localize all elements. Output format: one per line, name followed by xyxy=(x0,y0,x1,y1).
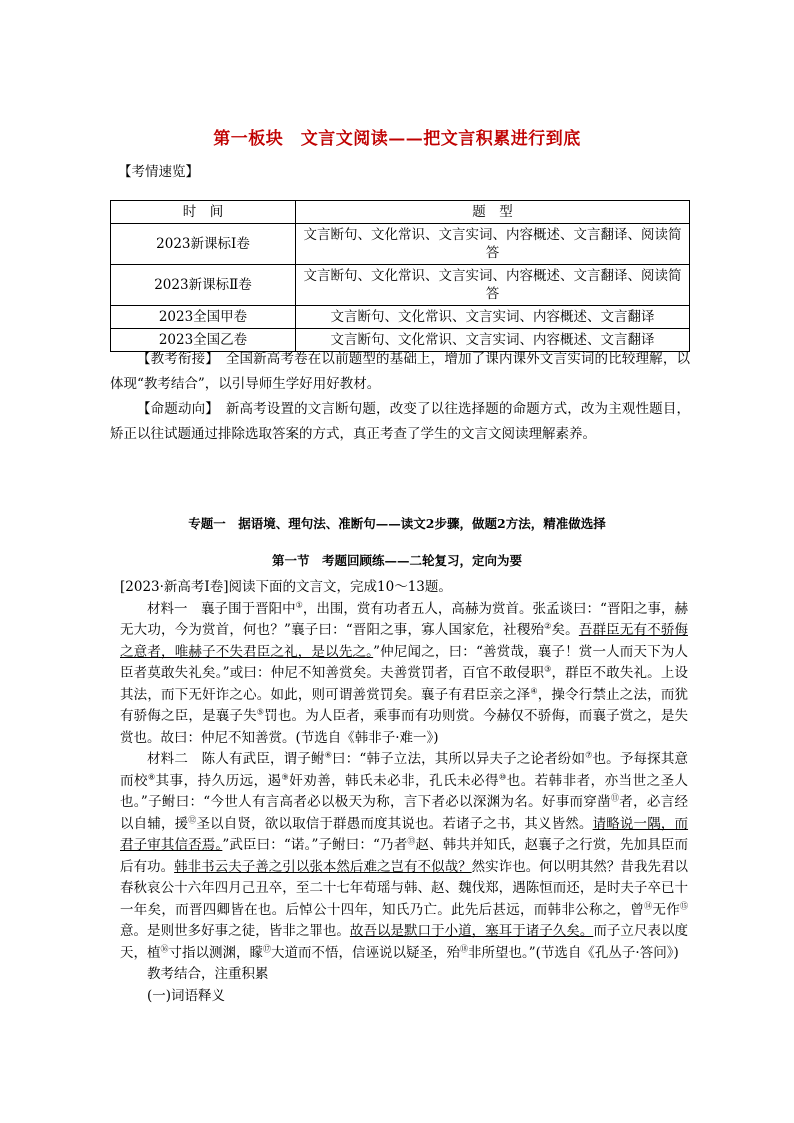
table-cell-types: 文言断句、文化常识、文言实词、内容概述、文言翻译、阅读简答 xyxy=(296,265,690,306)
footnote-marker: ⑥ xyxy=(324,750,333,760)
footnote-marker: ⑧ xyxy=(147,772,156,781)
table-cell-exam: 2023新课标Ⅱ卷 xyxy=(111,265,296,306)
text-run: 其事，持久历远，遏 xyxy=(155,772,282,789)
footnote-marker: ⑨ xyxy=(281,772,290,781)
text-run: ，操令行禁止之法，而犹有骄侮之臣，是襄子失 xyxy=(120,686,689,724)
underlined-sentence: 故吾以是默口于小道，塞耳于诸子久矣。 xyxy=(349,923,594,939)
text-run: 也。予每探其意而校 xyxy=(120,751,689,789)
text-run: ”仲尼闻之，曰：“善赏哉，襄子！赏一人而天下为人臣者莫敢失礼矣。”或曰：仲尼不知善赏矣。夫善赏罚者，百官不敢侵职 xyxy=(120,643,689,681)
topic-heading: 专题一 据语境、理句法、准断句——读文2步骤，做题2方法，精准做选择 xyxy=(188,516,606,531)
material-one xyxy=(120,599,688,750)
footnote-marker: ⑱ xyxy=(460,944,468,953)
text-run: 无作 xyxy=(652,901,681,918)
text-run: 大道而不悟，信诬说以疑圣，殆 xyxy=(271,944,460,961)
overview-label: 【考情速览】 xyxy=(118,164,199,180)
footnote-marker: ⑯ xyxy=(160,944,169,953)
footnote-marker: ⑰ xyxy=(263,944,271,953)
vocabulary-heading: (一)词语释义 xyxy=(147,987,226,1004)
text-run: 然实诈也。何以明其然？昔我先君以春秋哀公十六年四月己丑卒，至二十七年荀瑶与韩、赵、魏伐郑，遇陈恒而还，是时夫子卒已十一年矣，而晋四卿皆在也。后悼公十四年，知氏乃亡。此先后甚远，而韩非公称之，曾 xyxy=(120,858,689,918)
table-row xyxy=(111,265,690,306)
table-cell-exam: 2023全国乙卷 xyxy=(111,329,296,352)
text-run: 非所望也。”(节选自《孔丛子·答问》) xyxy=(468,944,679,961)
exam-direction-paragraph: 【命题动向】 新高考设置的文言断句题，改变了以往选择题的命题方式，改为主观性题目，矫正以往试题通过排除选取答案的方式，真正考查了学生的文言文阅读理解素养。 xyxy=(110,401,690,442)
passage-intro: [2023·新高考Ⅰ卷]阅读下面的文言文，完成10～13题。 xyxy=(120,579,452,595)
footnote-marker: ⑤ xyxy=(256,707,265,717)
table-cell-exam: 2023新课标Ⅰ卷 xyxy=(111,224,296,265)
footnote-marker: ② xyxy=(544,621,552,631)
footnote-marker: ⑫ xyxy=(188,815,197,824)
underlined-sentence: 吾群臣无有不骄侮之意者，唯赫子不失君臣之礼，是以先之。 xyxy=(120,622,689,660)
text-run: 圣以自贤，欲以取信于群愚而度其说也。若诸子之书，其义皆然。 xyxy=(196,815,593,832)
table-header-type: 题 型 xyxy=(296,201,690,224)
footnote-marker: ④ xyxy=(530,686,538,695)
page-title: 第一板块 文言文阅读——把文言积累进行到底 xyxy=(213,129,581,149)
footnote-marker: ⑪ xyxy=(610,793,620,803)
closing-line: 教考结合，注重积累 xyxy=(147,966,269,982)
table-row xyxy=(111,306,690,329)
text-run: ，群臣不敢失礼。上设其法，而下无奸诈之心。如此，则可谓善赏罚矣。襄子有君臣亲之泽 xyxy=(120,665,689,703)
exam-overview-table xyxy=(110,200,690,352)
table-row xyxy=(111,224,690,265)
text-run: 意。是则世多好事之徒，皆非之罪也。 xyxy=(120,923,350,939)
teaching-link-paragraph: 【教考衔接】 全国新高考卷在以前题型的基础上，增加了课内课外文言实词的比较理解，以体现“教考结合”，以引导师生学好用好教材。 xyxy=(110,351,690,392)
footnote-marker: ⑦ xyxy=(585,750,593,760)
text-run: 奸劝善，韩氏未必非，孔氏未必得 xyxy=(289,772,500,789)
table-cell-exam: 2023全国甲卷 xyxy=(111,306,296,329)
footnote-marker: ⑬ xyxy=(407,836,416,846)
text-run: 者，必言经以自辅，援 xyxy=(120,794,688,832)
footnote-marker: ① xyxy=(295,600,303,609)
underlined-sentence: 请略说一隅，而君子审其信否焉。 xyxy=(120,815,689,853)
passage-body xyxy=(120,577,688,1007)
footnote-marker: ⑭ xyxy=(644,901,653,910)
table-header-row xyxy=(111,201,690,224)
footnote-marker: ⑩ xyxy=(499,772,507,781)
text-run: ，出围，赏有功者五人，高赫为赏首。张孟谈曰：“晋阳之事，赫无大功，今为赏首，何也？”襄子曰：“晋阳之事，寡人国家危，社稷殆 xyxy=(120,600,689,638)
table-header-time: 时 间 xyxy=(111,201,296,224)
table-cell-types: 文言断句、文化常识、文言实词、内容概述、文言翻译、阅读简答 xyxy=(296,224,690,265)
text-run: 曰：“韩子立法，其所以异夫子之论者纷如 xyxy=(332,751,586,767)
table-cell-types: 文言断句、文化常识、文言实词、内容概述、文言翻译 xyxy=(296,329,690,352)
section-heading: 第一节 考题回顾练——二轮复习，定向为要 xyxy=(271,553,522,568)
text-run: 寸指以测渊，矇 xyxy=(168,944,263,961)
text-run: 罚也。为人臣者，乘事而有功则赏。今赫仅不骄侮，而襄子赏之，是失赏也。故曰：仲尼不知善赏。(节选自《韩非子·难一》) xyxy=(120,708,689,746)
text-run: 赵、韩共并知氏，赵襄子之行赏，先加具臣而后有功。 xyxy=(120,837,689,875)
underlined-sentence: 韩非书云夫子善之引以张本然后难之岂有不似哉？ xyxy=(174,858,472,875)
table-cell-types: 文言断句、文化常识、文言实词、内容概述、文言翻译 xyxy=(296,306,690,329)
text-run: 矣。 xyxy=(551,622,579,638)
text-run: 也。若韩非者，亦当世之圣人也。”子鲋曰：“今世人有言高者必以极天为称，言下者必以深渊为名。好事而穿凿 xyxy=(120,772,689,810)
text-run: 而子立尺表以度天，植 xyxy=(120,923,689,961)
text-run: ”武臣曰：“诺。”子鲋曰：“乃者 xyxy=(222,837,408,853)
text-run: 材料一 襄子围于晋阳中 xyxy=(147,600,296,617)
footnote-marker: ⑮ xyxy=(680,901,689,910)
text-run: 材料二 陈人有武臣，谓子鲋 xyxy=(147,751,325,767)
footnote-marker: ③ xyxy=(544,664,552,674)
material-two xyxy=(120,749,688,964)
